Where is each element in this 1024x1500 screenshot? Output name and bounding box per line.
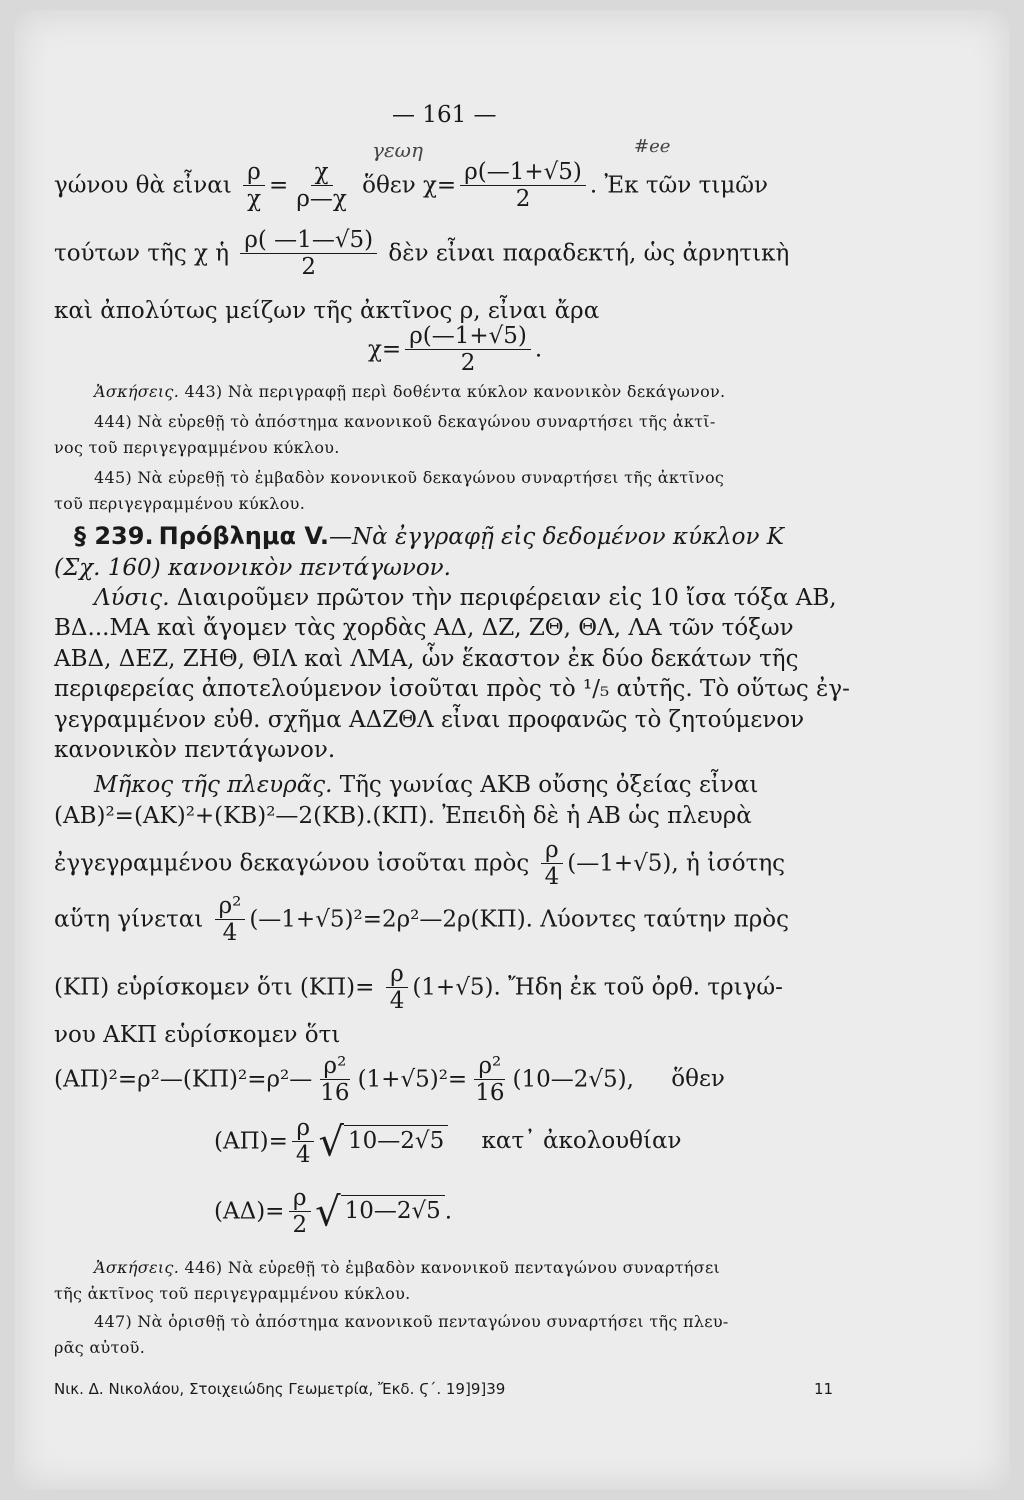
text: (—1+√5), ἡ ἰσότης (567, 850, 786, 877)
radical-sign: √ (318, 1119, 345, 1166)
side-line (54, 894, 789, 947)
side-line (54, 962, 783, 1015)
numerator: ρ( —1—√5) (240, 228, 377, 254)
radicand: 10—2√5 (344, 1125, 448, 1154)
numerator: ρ (289, 1186, 311, 1212)
numerator: ρ² (215, 894, 246, 920)
text: Τῆς γωνίας ΑΚΒ οὔσης ὀξείας εἶναι (339, 772, 759, 798)
section-subtitle-line-2: (Σχ. 160) κανονικὸν πεντάγωνον. (54, 555, 451, 581)
numerator: ρ² (320, 1054, 351, 1080)
exercises-label: Ἀσκήσεις. (94, 1258, 180, 1277)
text: 443) Νὰ περιγραφῇ περὶ δοθέντα κύκλον κανονικὸν δεκάγωνον. (184, 382, 726, 401)
numerator: ρ (541, 838, 563, 864)
denominator: 4 (544, 864, 560, 891)
page-number: — 161 — (392, 102, 497, 128)
text: τούτων τῆς χ ἡ (54, 240, 230, 267)
fraction (288, 1186, 311, 1239)
denominator: 2 (460, 350, 476, 377)
fraction (471, 1054, 508, 1107)
text: (ΑΠ)²=ρ²—(ΚΠ)²=ρ²— (54, 1066, 313, 1093)
exercises-label: Ἀσκήσεις. (94, 382, 180, 401)
exercise-line: 444) Νὰ εὑρεθῇ τὸ ἀπόστημα κανονικοῦ δεκαγώνου συναρτήσει τῆς ἀκτῖ- (94, 412, 716, 431)
solution-label: Λύσις. (94, 585, 170, 611)
text-line-3: καὶ ἀπολύτως μείζων τῆς ἀκτῖνος ρ, εἶναι ἄρα (54, 298, 600, 324)
section-number: § 239. (74, 522, 154, 550)
section-title: Πρόβλημα V. (158, 522, 329, 550)
fraction (215, 894, 246, 947)
side-line (214, 1186, 452, 1239)
text-line-4 (368, 324, 542, 377)
radicand: 10—2√5 (341, 1195, 445, 1224)
text: ὅθεν χ= (362, 172, 457, 199)
numerator: ρ(—1+√5) (460, 160, 586, 186)
numerator: ρ (243, 160, 265, 186)
text: αὕτη γίνεται (54, 906, 204, 933)
handwritten-mark: #ee (634, 136, 671, 157)
text-line-1 (54, 160, 768, 213)
numerator: χ (311, 160, 333, 186)
solution-line: κανονικὸν πεντάγωνον. (54, 737, 336, 763)
text-line-2 (54, 228, 789, 281)
text: . Ἐκ τῶν τιμῶν (589, 172, 769, 199)
section-subtitle: —Νὰ ἐγγραφῇ εἰς δεδομένον κύκλον Κ (328, 524, 784, 550)
text: (ΑΠ)= (214, 1128, 288, 1155)
handwritten-note: γεωη (372, 138, 423, 162)
denominator: 4 (389, 988, 405, 1015)
fraction (292, 160, 350, 213)
numerator: ρ (386, 962, 408, 988)
text: χ= (368, 336, 402, 363)
side-label: Μῆκος τῆς πλευρᾶς. (94, 772, 333, 798)
fraction (541, 838, 564, 891)
text: . (534, 336, 543, 363)
text: (ΚΠ) εὑρίσκομεν ὅτι (ΚΠ)= (54, 974, 375, 1001)
fraction (316, 1054, 353, 1107)
exercise-line: ρᾶς αὐτοῦ. (54, 1338, 146, 1357)
denominator: 4 (295, 1142, 311, 1169)
side-line (214, 1116, 682, 1169)
numerator: ρ(—1+√5) (405, 324, 531, 350)
text: . (444, 1198, 453, 1225)
text: ὅθεν (671, 1066, 725, 1093)
solution-line: γεγραμμένον εὐθ. σχῆμα ΑΔΖΘΛ εἶναι προφανῶς τὸ ζητούμενον (54, 707, 805, 733)
text: (—1+√5)²=2ρ²—2ρ(ΚΠ). Λύοντες ταύτην πρὸς (249, 906, 789, 933)
exercise-line: 447) Νὰ ὁρισθῇ τὸ ἀπόστημα κανονικοῦ πενταγώνου συναρτήσει τῆς πλευ- (94, 1312, 729, 1331)
denominator: 16 (320, 1080, 350, 1107)
solution-line: περιφερείας ἀποτελούμενον ἰσοῦται πρὸς τὸ ¹/₅ αὐτῆς. Τὸ οὕτως ἐγ- (54, 676, 850, 702)
denominator: 2 (292, 1212, 308, 1239)
text: γώνου θὰ εἶναι (54, 172, 232, 199)
side-line (54, 1054, 725, 1107)
fraction (292, 1116, 315, 1169)
denominator: χ (247, 186, 262, 213)
fraction (240, 228, 377, 281)
exercise-line (94, 1258, 720, 1277)
footer-citation: Νικ. Δ. Νικολάου, Στοιχειώδης Γεωμετρία, Ἔκδ. Ϛ΄. 19]9]39 (54, 1380, 506, 1398)
denominator: 16 (475, 1080, 505, 1107)
text: κατ᾽ ἀκολουθίαν (481, 1128, 682, 1155)
fraction (405, 324, 531, 377)
denominator: 4 (222, 920, 238, 947)
side-line: (ΑΒ)²=(ΑΚ)²+(ΚΒ)²—2(ΚΒ).(ΚΠ). Ἐπειδὴ δὲ ἡ ΑΒ ὡς πλευρὰ (54, 803, 752, 829)
side-line: νου ΑΚΠ εὑρίσκομεν ὅτι (54, 1022, 341, 1048)
fraction (460, 160, 586, 213)
radical-sign: √ (315, 1189, 341, 1236)
solution-line (94, 585, 837, 611)
solution-line: ΑΒΔ, ΔΕΖ, ΖΗΘ, ΘΙΛ καὶ ΛΜΑ, ὧν ἕκαστον ἐκ δύο δεκάτων τῆς (54, 646, 799, 672)
section-heading (74, 522, 784, 550)
denominator: ρ—χ (296, 186, 347, 213)
fraction (243, 160, 265, 213)
numerator: ρ² (474, 1054, 505, 1080)
footer-signature-mark: 11 (814, 1380, 834, 1398)
exercise-line: τῆς ἀκτῖνος τοῦ περιγεγραμμένου κύκλου. (54, 1284, 411, 1303)
book-page (14, 10, 1010, 1490)
numerator: ρ (292, 1116, 314, 1142)
exercise-line (94, 382, 725, 401)
text: (1+√5). Ἤδη ἐκ τοῦ ὀρθ. τριγώ- (412, 974, 783, 1001)
exercise-line: νος τοῦ περιγεγραμμένου κύκλου. (54, 438, 340, 457)
text: (10—2√5), (512, 1066, 634, 1093)
exercise-line: 445) Νὰ εὑρεθῇ τὸ ἐμβαδὸν κονονικοῦ δεκαγώνου συναρτήσει τῆς ἀκτῖνος (94, 468, 725, 487)
fraction (386, 962, 409, 1015)
denominator: 2 (301, 254, 317, 281)
text: (ΑΔ)= (214, 1198, 285, 1225)
side-line (54, 838, 785, 891)
side-line (94, 772, 758, 798)
text: (1+√5)²= (357, 1066, 468, 1093)
text: ἐγγεγραμμένου δεκαγώνου ἰσοῦται πρὸς (54, 850, 530, 877)
text: Διαιροῦμεν πρῶτον τὴν περιφέρειαν εἰς 10 ἴσα τόξα ΑΒ, (176, 585, 837, 611)
solution-line: ΒΔ...ΜΑ καὶ ἄγομεν τὰς χορδὰς ΑΔ, ΔΖ, ΖΘ, ΘΛ, ΛΑ τῶν τόξων (54, 615, 794, 641)
equals: = (269, 172, 289, 199)
denominator: 2 (515, 186, 531, 213)
text: 446) Νὰ εὑρεθῇ τὸ ἐμβαδὸν κανονικοῦ πενταγώνου συναρτήσει (184, 1258, 721, 1277)
exercise-line: τοῦ περιγεγραμμένου κύκλου. (54, 494, 306, 513)
text: δὲν εἶναι παραδεκτή, ὡς ἀρνητικὴ (388, 240, 790, 267)
